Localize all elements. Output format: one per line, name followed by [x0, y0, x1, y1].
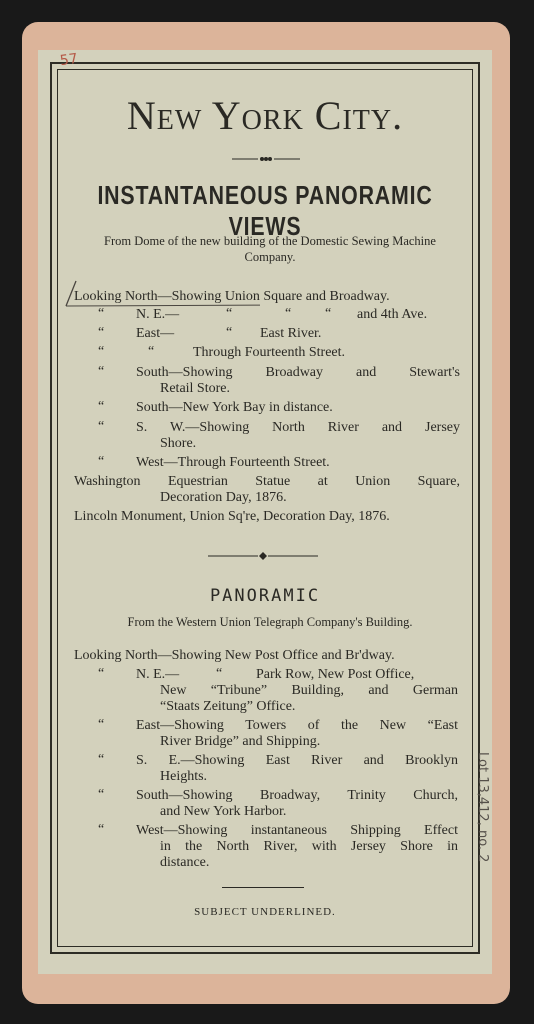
- list-item-cont: Retail Store.: [160, 381, 230, 396]
- ditto-mark: “: [216, 666, 223, 681]
- list-item-rest: Park Row, New Post Office,: [256, 667, 415, 682]
- ditto-mark: “: [98, 822, 105, 837]
- ditto-mark: “: [98, 364, 105, 379]
- ditto-mark: “: [325, 306, 332, 321]
- list-item: Looking North—Showing New Post Office and Br'dway.: [74, 648, 395, 663]
- list-item-rest: East River.: [260, 326, 322, 341]
- list-item: East—Showing Towers of the New “East: [136, 718, 458, 733]
- ditto-mark: “: [98, 666, 105, 681]
- page-title: New York City.: [126, 93, 404, 138]
- list-item-cont: Heights.: [160, 769, 208, 784]
- ditto-mark: “: [98, 787, 105, 802]
- list-item-cont: in the North River, with Jersey Shore in: [160, 839, 458, 854]
- list-item: South—Showing Broadway and Stewart's: [136, 365, 460, 380]
- ditto-mark: “: [285, 306, 292, 321]
- list-item-cont: Shore.: [160, 436, 197, 451]
- list-item: N. E.—: [136, 667, 180, 682]
- ditto-mark: “: [98, 344, 105, 359]
- list-item: East—: [136, 326, 175, 341]
- list-item: West—Through Fourteenth Street.: [136, 455, 330, 470]
- catalog-mark: 57: [58, 50, 79, 70]
- list-item: S. E.—Showing East River and Brooklyn: [136, 753, 458, 768]
- list-item-cont: River Bridge” and Shipping.: [160, 734, 321, 749]
- footer-note: SUBJECT UNDERLINED.: [194, 906, 336, 918]
- footer-rule: [222, 887, 304, 888]
- intro-text: From Dome of the new building of the Domestic Sewing Machine Company.: [104, 234, 436, 264]
- ditto-mark: “: [98, 325, 105, 340]
- intro-text: From the Western Union Telegraph Company's Building.: [127, 615, 413, 629]
- list-item: South—New York Bay in distance.: [136, 400, 333, 415]
- section-title: PANORAMIC: [209, 586, 321, 606]
- list-item-cont: Decoration Day, 1876.: [160, 490, 287, 505]
- subtitle: INSTANTANEOUS PANORAMIC VIEWS: [97, 180, 433, 241]
- list-item: S. W.—Showing North River and Jersey: [136, 420, 460, 435]
- list-item-cont: and New York Harbor.: [160, 804, 287, 819]
- list-item-rest: and 4th Ave.: [357, 307, 428, 322]
- list-item: West—Showing instantaneous Shipping Effect: [136, 823, 458, 838]
- ditto-mark: “: [98, 717, 105, 732]
- ditto-mark: “: [226, 306, 233, 321]
- ditto-mark: “: [98, 454, 105, 469]
- list-item: South—Showing Broadway, Trinity Church,: [136, 788, 458, 803]
- ditto-mark: “: [98, 419, 105, 434]
- list-item-cont: “Staats Zeitung” Office.: [160, 699, 296, 714]
- ditto-mark: “: [98, 306, 105, 321]
- ornament-divider: [230, 154, 302, 164]
- list-item: Washington Equestrian Statue at Union Square,: [74, 474, 460, 489]
- list-item-cont: New “Tribune” Building, and German: [160, 683, 458, 698]
- list-item-cont: distance.: [160, 855, 210, 870]
- section-divider: [206, 551, 320, 561]
- list-item: Lincoln Monument, Union Sq're, Decoration Day, 1876.: [74, 509, 390, 524]
- list-item: Through Fourteenth Street.: [193, 345, 346, 360]
- list-item: N. E.—: [136, 307, 180, 322]
- handwritten-note: Lot 13,412, no. 2: [475, 752, 490, 863]
- ditto-mark: “: [98, 399, 105, 414]
- ditto-mark: “: [98, 752, 105, 767]
- ditto-mark: “: [226, 325, 233, 340]
- list-item: Looking North—Showing Union Square and Broadway.: [74, 289, 390, 304]
- ditto-mark: “: [148, 344, 155, 359]
